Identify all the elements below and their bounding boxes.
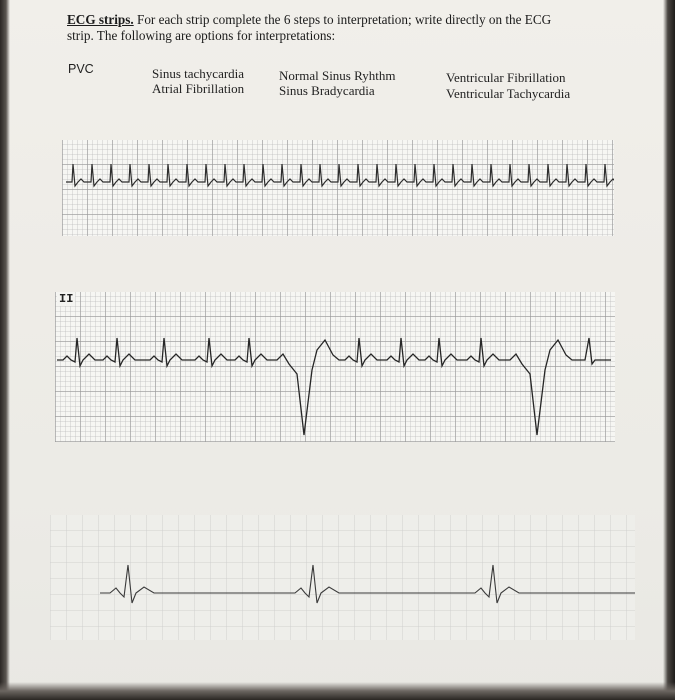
photo-edge-right: [663, 0, 675, 700]
ecg-strip-1-trace: [62, 140, 614, 236]
ecg-strip-1[interactable]: [62, 140, 614, 236]
option-ventricular-tachycardia: Ventricular Tachycardia: [446, 86, 571, 101]
ecg-strip-3-trace: [50, 515, 635, 640]
instructions-text-1: For each strip complete the 6 steps to interpretation; write directly on the ECG: [136, 12, 552, 27]
option-sinus-bradycardia: Sinus Bradycardia: [279, 83, 375, 98]
ecg-strip-3[interactable]: [50, 515, 635, 640]
option-pvc: PVC: [68, 62, 94, 76]
instructions-heading: ECG strips.: [67, 12, 134, 27]
ecg-strip-2[interactable]: [55, 292, 615, 442]
instructions-text-2: strip. The following are options for interpretations:: [67, 28, 336, 43]
option-ventricular-fibrillation: Ventricular Fibrillation: [446, 70, 566, 85]
option-normal-sinus-rhythm: Normal Sinus Ryhthm: [279, 68, 396, 83]
photo-edge-bottom: [0, 682, 675, 700]
photo-edge-left: [0, 0, 10, 700]
option-atrial-fibrillation: Atrial Fibrillation: [152, 81, 245, 96]
instructions: [67, 12, 607, 44]
option-sinus-tachycardia: Sinus tachycardia: [152, 66, 245, 81]
ecg-strip-2-trace: [55, 292, 615, 442]
lead-ii-label: II: [59, 292, 74, 306]
